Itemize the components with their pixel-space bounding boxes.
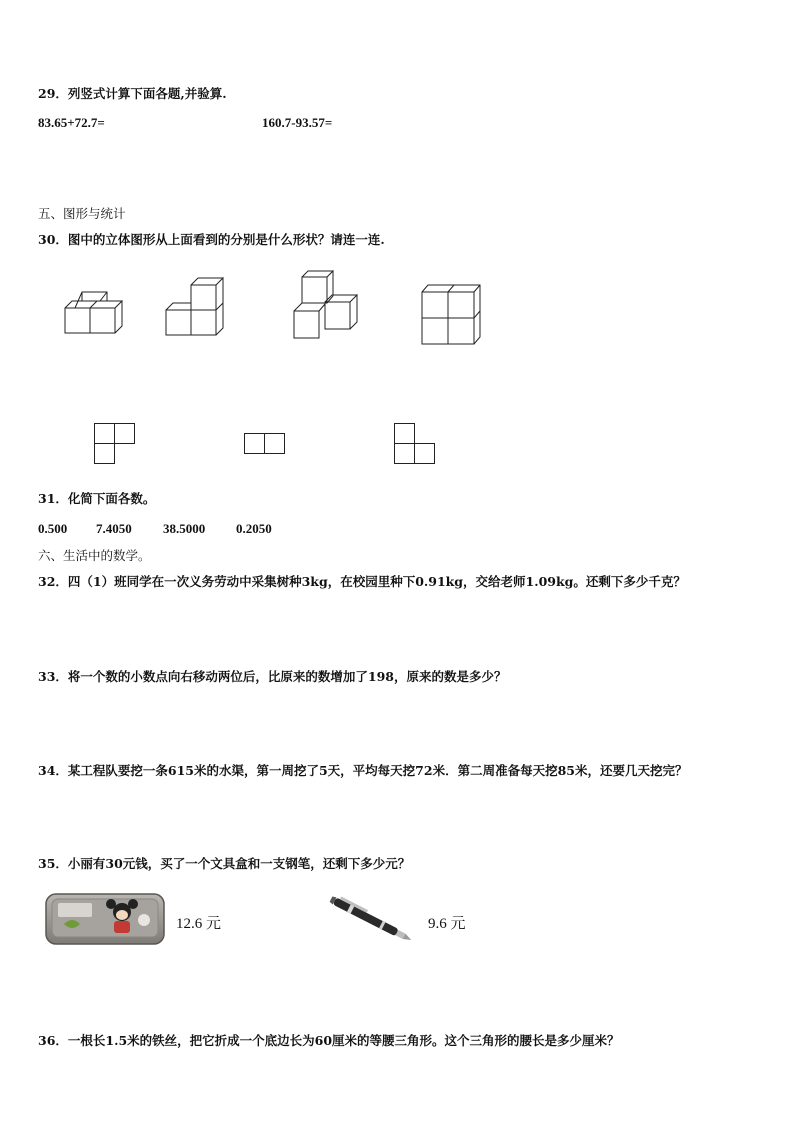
top-view-shape-b [244, 433, 286, 455]
q31-number-1: 0.500 [38, 521, 68, 536]
pen-price: 9.6 元 [428, 916, 466, 932]
q31-number-3: 38.5000 [163, 521, 206, 536]
top-view-shape-a [94, 423, 136, 465]
section-5-title: 五、图形与统计 [38, 206, 126, 221]
solid-figure-4 [418, 282, 484, 346]
solid-figure-1 [60, 288, 130, 338]
q29-expression-2: 160.7-93.57= [262, 115, 333, 130]
q31-number-4: 0.2050 [236, 521, 272, 536]
pencil-box-image [44, 890, 166, 948]
q33-title: 33．将一个数的小数点向右移动两位后，比原来的数增加了198，原来的数是多少？ [38, 669, 507, 684]
fountain-pen-image [324, 892, 420, 948]
q31-number-2: 7.4050 [96, 521, 132, 536]
q31-title: 31．化简下面各数。 [38, 491, 156, 506]
q32-title: 32．四（1）班同学在一次义务劳动中采集树种3kg，在校园里种下0.91kg，交给老师1.09kg。还剩下多少千克？ [38, 574, 686, 589]
q36-title: 36．一根长1.5米的铁丝，把它折成一个底边长为60厘米的等腰三角形。这个三角形的腰长是多少厘米？ [38, 1033, 620, 1048]
q29-title: 29．列竖式计算下面各题,并验算. [38, 86, 227, 101]
section-6-title: 六、生活中的数学。 [38, 548, 151, 563]
q35-title: 35．小丽有30元钱，买了一个文具盒和一支钢笔，还剩下多少元？ [38, 856, 411, 871]
solid-figure-3 [290, 270, 362, 342]
pencil-box-price: 12.6 元 [176, 916, 222, 932]
q34-title: 34．某工程队要挖一条615米的水渠，第一周挖了5天，平均每天挖72米．第二周准备每天挖85米，还要几天挖完？ [38, 763, 688, 778]
q29-expression-1: 83.65+72.7= [38, 115, 105, 130]
solid-figure-2 [162, 276, 232, 340]
q30-title: 30．图中的立体图形从上面看到的分别是什么形状？请连一连. [38, 232, 385, 247]
top-view-shape-c [394, 423, 436, 465]
